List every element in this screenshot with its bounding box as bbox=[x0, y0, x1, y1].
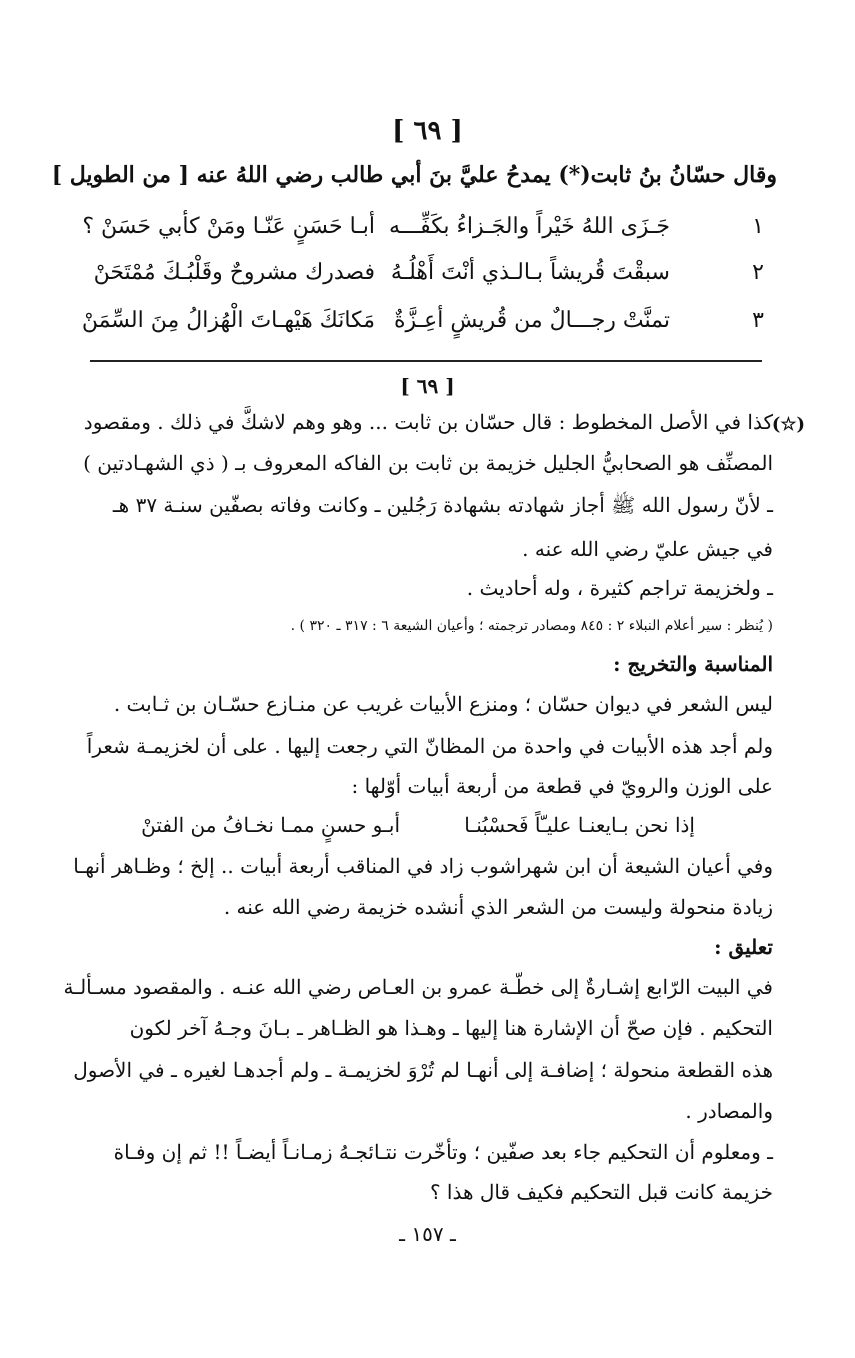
verse-number: ٢ bbox=[752, 260, 764, 285]
note-line: هذه القطعة منحولة ؛ إضافـة إلى أنهـا لم تُرْوَ لخزيمـة ـ ولم أجدهـا لغيره ـ في الأصول bbox=[73, 1058, 773, 1082]
note-line: في البيت الرّابع إشـارةٌ إلى خطّـة عمرو بن العـاص رضي الله عنـه . والمقصود مسـألـة bbox=[63, 975, 773, 999]
divider-rule bbox=[90, 360, 762, 362]
verse-3 bbox=[60, 308, 775, 352]
note-line: في جيش عليّ رضي الله عنه . bbox=[522, 537, 773, 561]
notes-number: [ ٦٩ ] bbox=[400, 374, 455, 398]
verse-1 bbox=[60, 214, 775, 258]
note-line: كذا في الأصل المخطوط : قال حسّان بن ثابت ... وهو وهم لاشكَّ في ذلك . ومقصود bbox=[83, 410, 773, 434]
note-line: ليس الشعر في ديوان حسّان ؛ ومنزع الأبيات غريب عن منـازع حسّـان بن ثـابت . bbox=[113, 692, 773, 716]
note-line: على الوزن والرويّ في قطعة من أربعة أبيات أوّلها : bbox=[351, 774, 773, 798]
note-line: خزيمة كانت قبل التحكيم فكيف قال هذا ؟ bbox=[429, 1180, 773, 1204]
section-title: المناسبة والتخريج : bbox=[613, 652, 773, 676]
verse-second-hemistich: أبـا حَسَنٍ عَنّـا ومَنْ كأبي حَسَنْ ؟ bbox=[82, 214, 375, 239]
verse-first-hemistich: سبقْتَ قُريشاً بـالـذي أنْتَ أَهْلُـهُ bbox=[390, 260, 670, 285]
verse-first-hemistich: جَـزَى اللهُ خَيْراً والجَـزاءُ بكَفِّـــه bbox=[389, 214, 670, 239]
verse-second-hemistich: مَكانَكَ هَيْهـاتَ الْهُزالُ مِنَ السِّمَنْ bbox=[81, 308, 375, 333]
quoted-verse-first: إذا نحن بـايعنـا عليـّاً فَحسْبُنـا bbox=[464, 813, 695, 837]
note-line: وفي أعيان الشيعة أن ابن شهراشوب زاد في المناقب أربعة أبيات .. إلخ ؛ وظـاهر أنهـا bbox=[73, 854, 773, 878]
note-line: ـ لأنّ رسول الله ﷺ أجاز شهادته بشهادة رَجُلين ـ وكانت وفاته بصفّين سنـة ٣٧ هـ bbox=[112, 493, 773, 517]
poem-heading: وقال حسّانُ بنُ ثابت(*) يمدحُ عليَّ بنَ أبي طالب رضي اللهُ عنه [ من الطويل ] bbox=[51, 162, 777, 188]
section-title: تعليق : bbox=[714, 935, 773, 959]
note-line: المصنِّف هو الصحابيُّ الجليل خزيمة بن ثابت بن الفاكه المعروف بـ ( ذي الشهـادتين ) bbox=[83, 451, 773, 475]
verse-2 bbox=[60, 260, 775, 304]
verse-number: ١ bbox=[752, 214, 764, 239]
reference-line: ( يُنظر : سير أعلام النبلاء ٢ : ٨٤٥ ومصادر ترجمته ؛ وأعيان الشيعة ٦ : ٣١٧ ـ ٣٢٠ ) . bbox=[290, 618, 773, 634]
note-line: ـ ومعلوم أن التحكيم جاء بعد صفّين ؛ وتأخّرت نتـائجـهُ زمـانـاً أيضـاً !! ثم إن وفـاة bbox=[113, 1140, 773, 1164]
verse-second-hemistich: فصدرك مشروحٌ وقَلْبُـكَ مُمْتَحَنْ bbox=[93, 260, 375, 285]
note-line: زيادة منحولة وليست من الشعر الذي أنشده خزيمة رضي الله عنه . bbox=[223, 895, 773, 919]
quoted-verse-second: أبـو حسنٍ ممـا نخـافُ من الفتنْ bbox=[141, 813, 400, 837]
note-line: ولم أجد هذه الأبيات في واحدة من المظانّ التي رجعت إليها . على أن لخزيمـة شعراً bbox=[86, 734, 773, 758]
poem-number: [ ٦٩ ] bbox=[392, 116, 463, 146]
verse-number: ٣ bbox=[752, 308, 764, 333]
page-number: ـ ١٥٧ ـ bbox=[399, 1222, 456, 1246]
footnote-marker: (☆) bbox=[771, 414, 805, 435]
note-line: ـ ولخزيمة تراجم كثيرة ، وله أحاديث . bbox=[466, 576, 773, 600]
verse-first-hemistich: تمنَّتْ رجـــالٌ من قُريشٍ أعِـزَّةٌ bbox=[393, 308, 670, 333]
note-line: التحكيم . فإن صحّ أن الإشارة هنا إليها ـ وهـذا هو الظـاهر ـ بـانَ وجـهُ آخر لكون bbox=[129, 1016, 773, 1040]
note-line: والمصادر . bbox=[685, 1099, 773, 1123]
